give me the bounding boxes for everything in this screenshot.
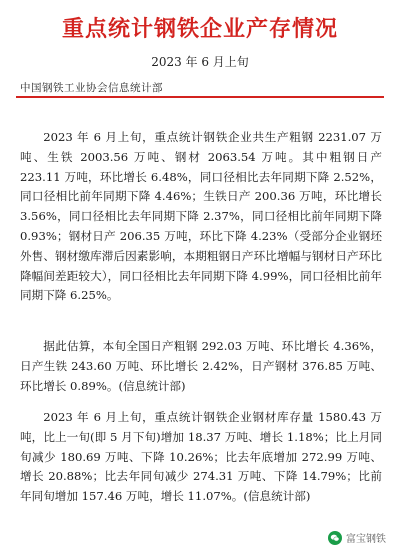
paragraph-estimate: 据此估算，本旬全国日产粗钢 292.03 万吨、环比增长 4.36%，日产生铁 243.60 万吨、环比增长 2.42%，日产钢材 376.85 万吨、环比增长 0.89%。(信息统计部) [20, 339, 382, 393]
article-period: 2023 年 6 月上旬 [151, 55, 249, 69]
article-title: 重点统计钢铁企业产存情况 [61, 17, 338, 42]
wechat-icon [328, 531, 342, 545]
watermark-text: 富宝钢铁 [346, 534, 386, 545]
article-organization: 中国钢铁工业协会信息统计部 [20, 82, 163, 94]
header-divider [16, 96, 384, 98]
source-watermark [324, 528, 390, 547]
paragraph-inventory: 2023 年 6 月上旬，重点统计钢铁企业钢材库存量 1580.43 万吨，比上一旬(即 5 月下旬)增加 18.37 万吨、增长 1.18%；比上月同旬减少 180.69 万吨、下降 10.26%；比去年底增加 272.99 万吨、增长 20.88%；比去年同旬减少 274.31 万吨、下降 14.79%；比前年同旬增加 157.46 万吨，增长 11.07%。(信息统计部) [20, 410, 382, 504]
paragraph-production: 2023 年 6 月上旬，重点统计钢铁企业共生产粗钢 2231.07 万吨、生铁 2003.56 万吨、钢材 2063.54 万吨。其中粗钢日产 223.11 万吨，环比增长 6.48%，同口径相比去年同期下降 2.52%，同口径相比前年同期下降 4.46%；生铁日产 200.36 万吨，环比增长 3.56%，同口径相比去年同期下降 2.37%，同口径相比前年同期下降 0.93%；钢材日产 206.35 万吨，环比下降 4.23%（受部分企业钢坯外售、钢材缴库滞后因素影响，本期粗钢日产环比增幅与钢材日产环比降幅间差距较大），同口径相比去年同期下降 4.99%，同口径相比前年同期下降 6.25%。 [20, 130, 382, 303]
